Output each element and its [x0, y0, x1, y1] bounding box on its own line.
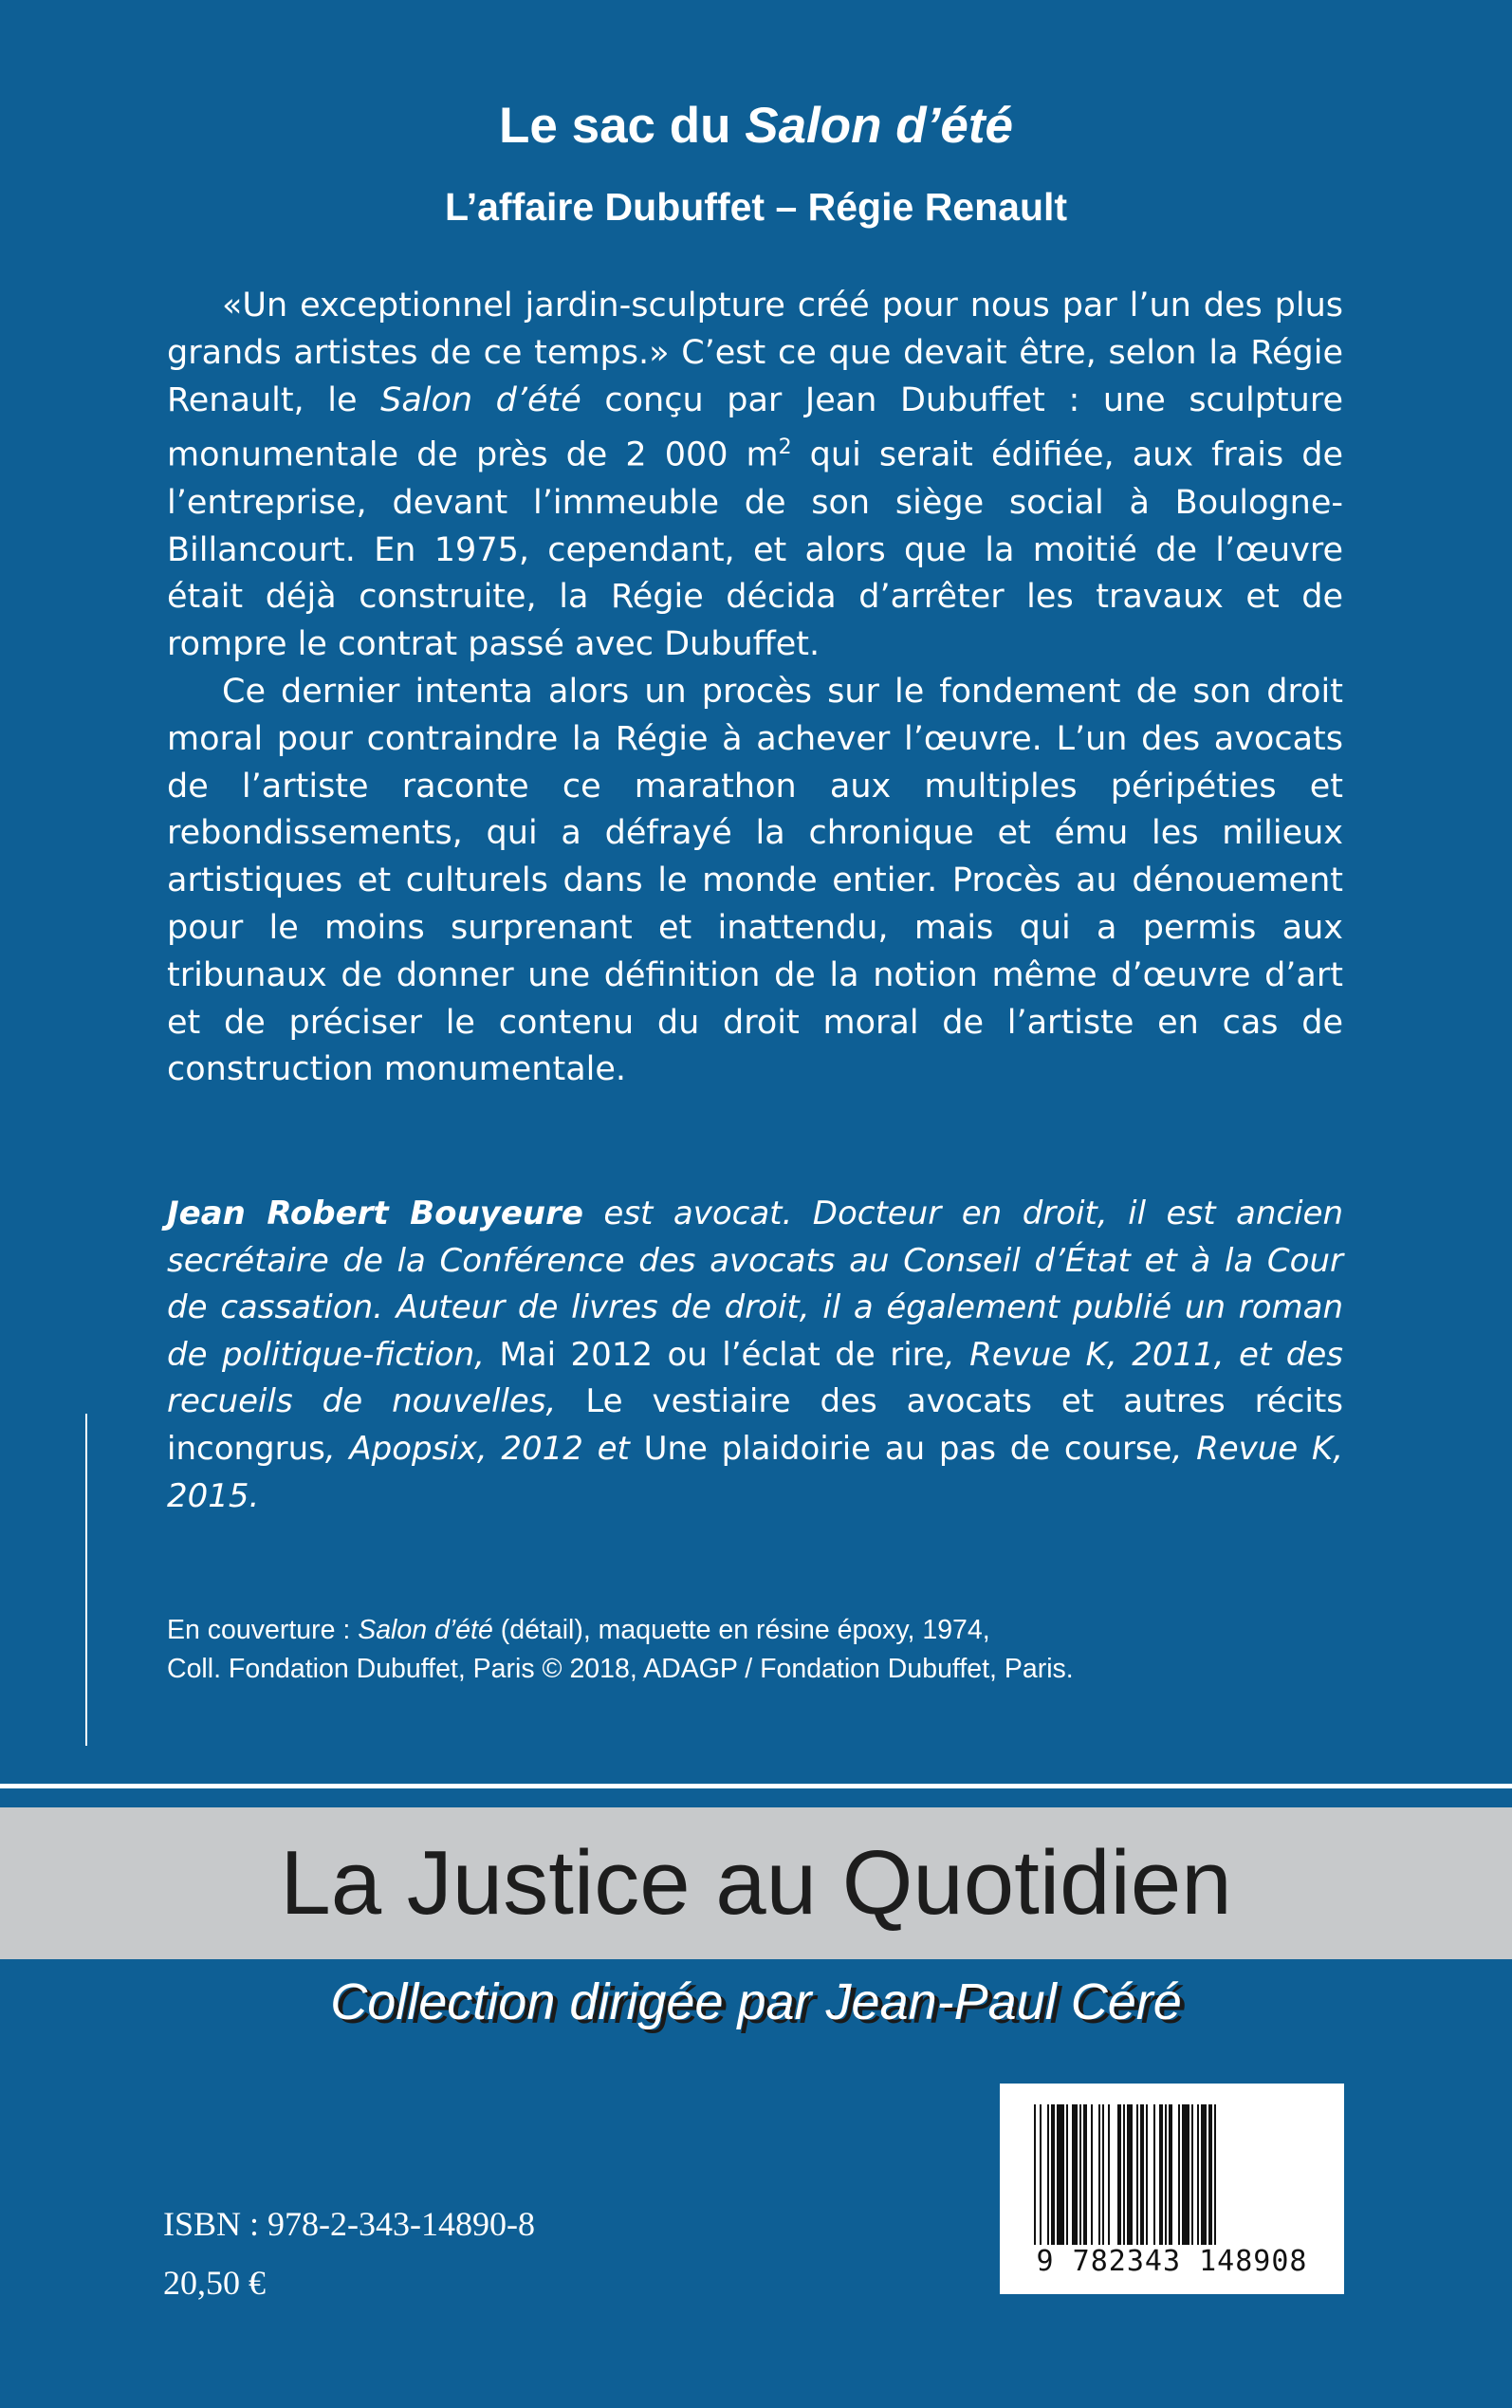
bio-book-title: Le vestiaire des avocats et autres récits incongrus: [167, 1382, 1343, 1468]
series-director: Collection dirigée par Jean-Paul Céré: [330, 1973, 1182, 2030]
credit-line-1: [167, 1611, 1210, 1650]
barcode-bar: [1208, 2104, 1212, 2245]
barcode-bar: [1057, 2104, 1064, 2245]
barcode-bar: [1079, 2104, 1081, 2245]
title-italic: Salon d’été: [745, 98, 1013, 154]
bio-book-title: Une plaidoirie au pas de course: [643, 1429, 1172, 1468]
barcode-bar: [1127, 2104, 1133, 2245]
blurb: [167, 283, 1343, 1094]
barcode-bar: [1146, 2104, 1148, 2245]
barcode-bar: [1091, 2104, 1093, 2245]
blurb-text: qui serait édifiée, aux frais de l’entreprise, devant l’immeuble de son siège social à Boulogne-Billancourt. En 1975, cependant, et alors que la moitié de l’œuvre était déjà construite, la Régie décida d’arrêter les travaux et de rompre le contrat passé avec Dubuffet.: [167, 436, 1343, 664]
barcode-bar: [1098, 2104, 1100, 2245]
author-bio: [167, 1191, 1343, 1520]
isbn: ISBN : 978-2-343-14890-8: [163, 2205, 535, 2243]
bio-book-title: Mai 2012 ou l’éclat de rire: [499, 1335, 945, 1374]
blurb-italic-title: Salon d’été: [380, 380, 581, 419]
barcode-bar: [1123, 2104, 1125, 2245]
barcode-bar: [1034, 2104, 1036, 2245]
barcode-bar: [1102, 2104, 1104, 2245]
bio-text: , Revue K, 2011, et des recueils de nouvelles,: [167, 1335, 1343, 1421]
credit-line-2: Coll. Fondation Dubuffet, Paris © 2018, ADAGP / Fondation Dubuffet, Paris.: [167, 1654, 1074, 1684]
vertical-divider: [85, 1414, 87, 1746]
horizontal-rule: [0, 1784, 1512, 1788]
barcode-bar: [1083, 2104, 1087, 2245]
bio-text: , Revue K, 2015.: [167, 1429, 1343, 1515]
credit-italic: Salon d’été: [358, 1615, 493, 1645]
blurb-paragraph-2: Ce dernier intenta alors un procès sur le fondement de son droit moral pour contraindre la Régie à achever l’œuvre. L’un des avocats de l’artiste raconte ce marathon aux multiples péripéties et rebondissements, qui a défrayé la chronique et ému les milieux artistiques et culturels dans le monde entier. Procès au dénouement pour le moins surprenant et inattendu, mais qui a permis aux tribunaux de donner une définition de la notion même d’œuvre d’art et de préciser le contenu du droit moral de l’artiste en cas de construction monumentale.: [167, 673, 1343, 1089]
barcode-bar: [1201, 2104, 1207, 2245]
barcode-digits: 9 782343 148908: [1036, 2245, 1308, 2278]
barcode-bar: [1072, 2104, 1078, 2245]
barcode-bar: [1153, 2104, 1155, 2245]
barcode-bar: [1117, 2104, 1121, 2245]
credit-text: En couverture :: [167, 1615, 359, 1645]
barcode-bar: [1140, 2104, 1144, 2245]
barcode-bar: [1108, 2104, 1110, 2245]
series-band: La Justice au Quotidien: [0, 1807, 1512, 1959]
title-prefix: Le sac du: [499, 98, 746, 154]
barcode-bar: [1214, 2104, 1216, 2245]
cover-credit: [167, 1611, 1210, 1689]
blurb-text: «Un exceptionnel jardin-sculpture créé pour nous par l’un des plus grands artistes de ce temps.» C’est ce que devait être, selon la Régie Renault, le: [167, 287, 1343, 419]
credit-text: (détail), maquette en résine époxy, 1974,: [492, 1615, 990, 1645]
barcode-bar: [1191, 2104, 1193, 2245]
barcode-bar: [1047, 2104, 1049, 2245]
author-name: Jean Robert Bouyeure: [167, 1195, 583, 1232]
barcode-bar: [1165, 2104, 1167, 2245]
barcode-bar: [1040, 2104, 1042, 2245]
superscript: 2: [778, 435, 792, 460]
barcode-bar: [1169, 2104, 1172, 2245]
barcode-bar: [1178, 2104, 1180, 2245]
barcode: [1000, 2084, 1344, 2294]
book-subtitle: L’affaire Dubuffet – Régie Renault: [444, 185, 1068, 229]
barcode-bar: [1066, 2104, 1068, 2245]
blurb-paragraph-1: [167, 283, 1343, 669]
barcode-bar: [1182, 2104, 1189, 2245]
barcode-bar: [1051, 2104, 1055, 2245]
bio-text: , Apopsix, 2012 et: [324, 1429, 644, 1468]
bio-text: est avocat. Docteur en droit, il est ancien secrétaire de la Conférence des avocats au Conseil d’État et à la Cour de cassation. Auteur de livres de droit, il a également publié un roman de politique-fiction,: [167, 1195, 1344, 1374]
barcode-bar: [1159, 2104, 1163, 2245]
barcode-bars: [1000, 2084, 1344, 2247]
barcode-bar: [1197, 2104, 1199, 2245]
blurb-text: conçu par Jean Dubuffet : une sculpture monumentale de près de 2 000 m: [167, 380, 1343, 475]
barcode-bar: [1136, 2104, 1138, 2245]
book-title: [0, 93, 1512, 159]
price: 20,50 €: [163, 2264, 266, 2302]
